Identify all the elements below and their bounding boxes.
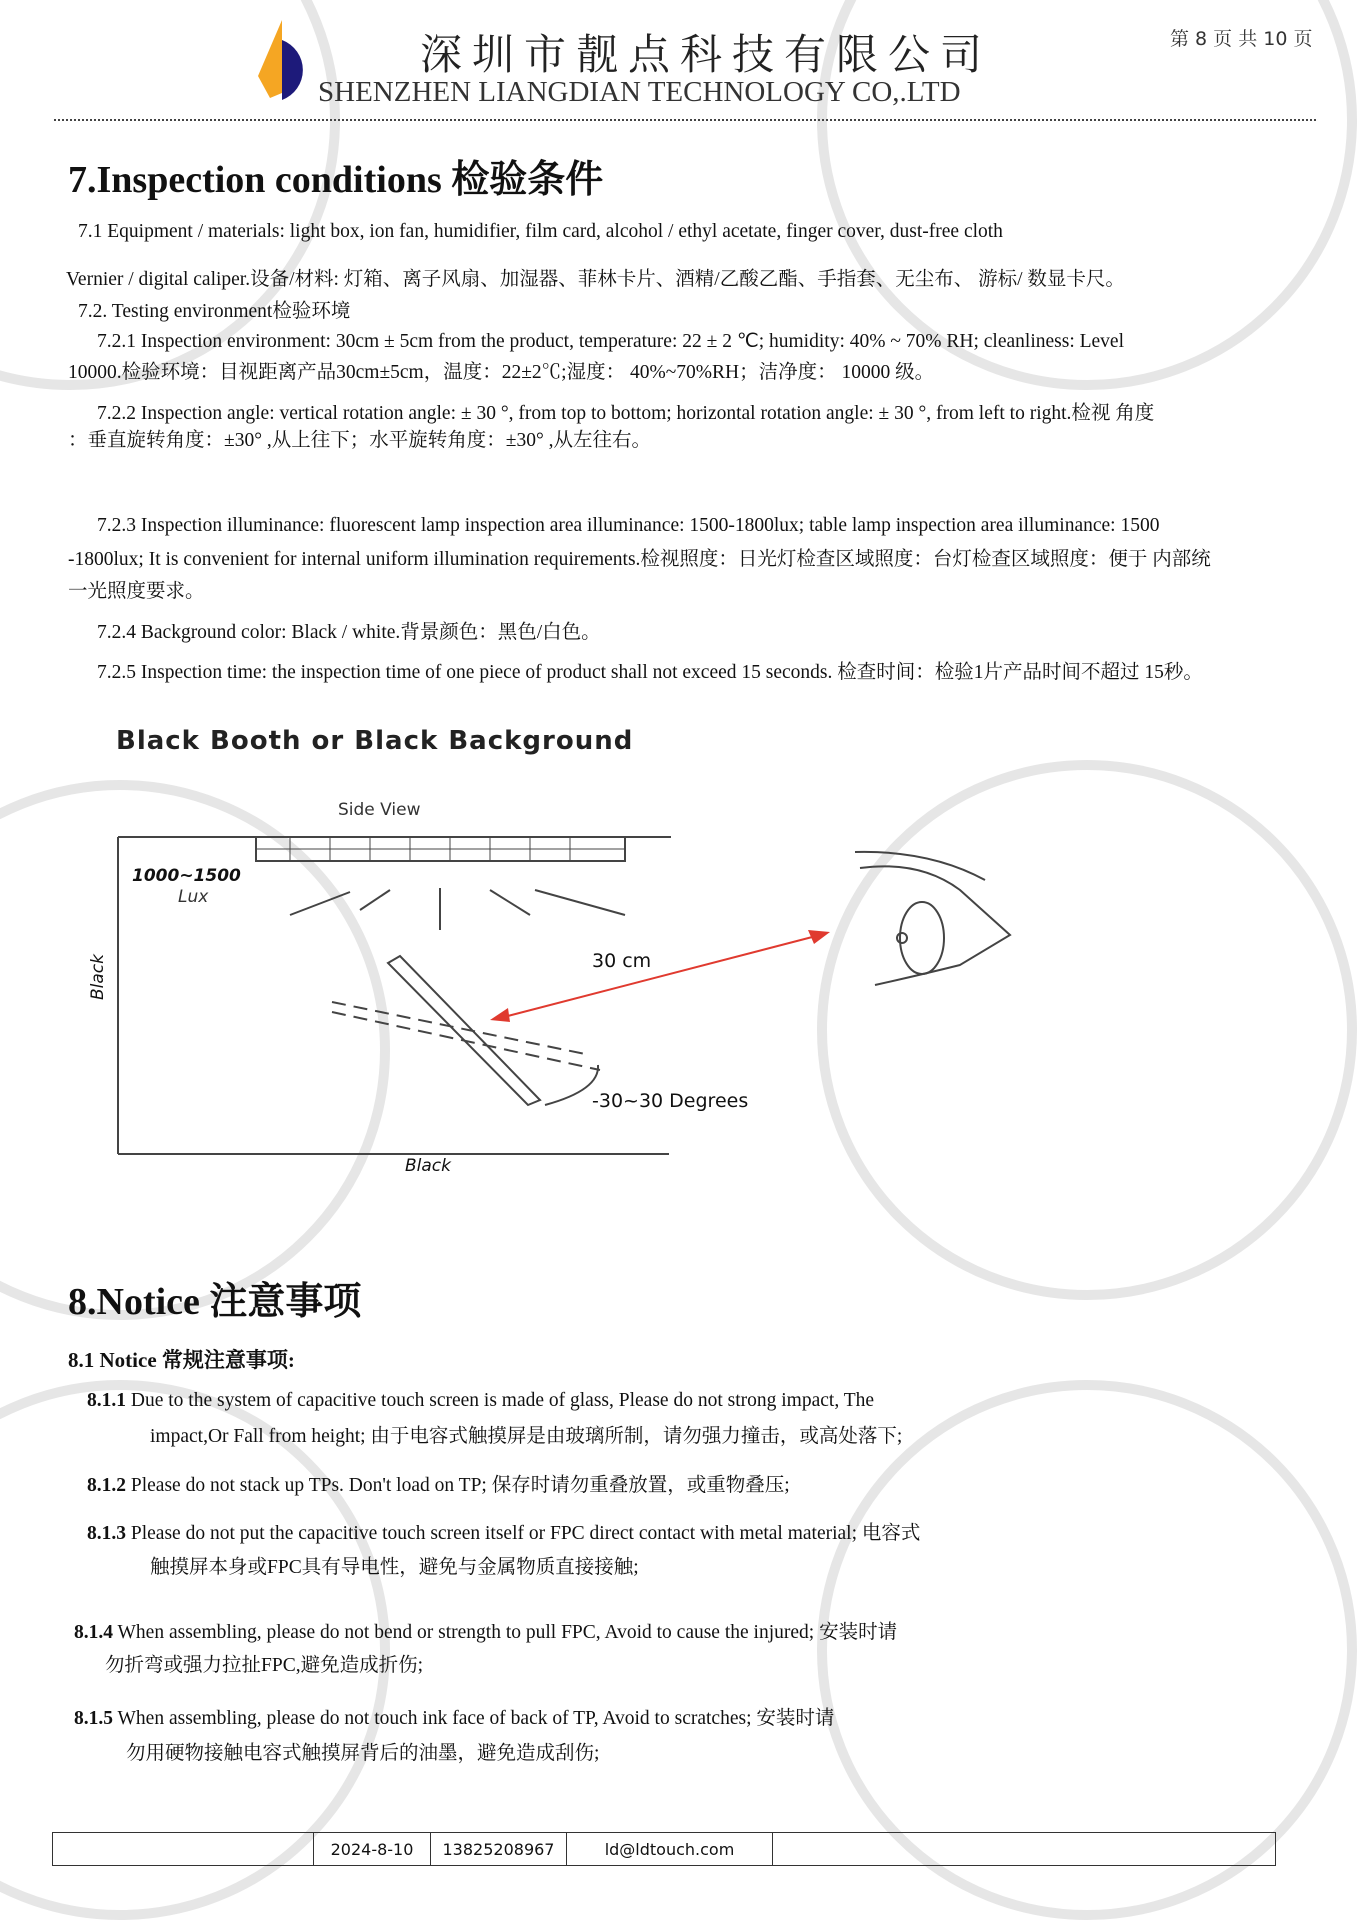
line-7-2-3-cont2: 一光照度要求。 <box>68 581 205 602</box>
line-7-2-1-cont: 10000.检验环境：目视距离产品30cm±5cm，温度：22±2℃;湿度： 40%~70%RH；洁净度： 10000 级。 <box>68 362 935 383</box>
notice-cont: 勿折弯或强力拉扯FPC,避免造成折伤; <box>105 1655 423 1676</box>
notice-item <box>87 1390 874 1412</box>
section-8-1-title: 8.1 Notice 常规注意事项: <box>68 1348 295 1372</box>
notice-cont: impact,Or Fall from height; 由于电容式触摸屏是由玻璃所制，请勿强力撞击，或高处落下; <box>150 1426 903 1447</box>
angle-arc <box>545 1065 598 1105</box>
arrow-head-right <box>808 930 830 944</box>
line-7-2: 7.2. Testing environment检验环境 <box>78 301 351 322</box>
side-view-label: Side View <box>338 800 421 820</box>
distance-arrow <box>500 935 820 1018</box>
footer-phone: 13825208967 <box>431 1833 567 1865</box>
notice-text: Due to the system of capacitive touch screen is made of glass, Please do not strong impact, The <box>130 1390 875 1411</box>
distance-label: 30 cm <box>592 950 652 972</box>
lux-unit: Lux <box>178 887 209 907</box>
angle-lines <box>332 1002 600 1070</box>
line-7-2-3-cont: -1800lux; It is convenient for internal uniform illumination requirements.检视照度：日光灯检查区域照度：台灯检查区域照度：便于 内部统 <box>68 549 1211 570</box>
lux-value: 1000~1500 <box>132 866 241 886</box>
notice-number: 8.1.1 <box>87 1390 126 1411</box>
footer-cell <box>53 1833 314 1865</box>
notice-text: When assembling, please do not touch ink face of back of TP, Avoid to scratches; 安装时请 <box>117 1708 835 1729</box>
notice-text: Please do not put the capacitive touch screen itself or FPC direct contact with metal material; 电容式 <box>130 1523 921 1544</box>
line-7-1-cont: Vernier / digital caliper.设备/材料: 灯箱、离子风扇、加湿器、菲林卡片、酒精/乙酸乙酯、手指套、无尘布、 游标/ 数显卡尺。 <box>66 269 1125 290</box>
notice-item <box>74 1702 834 1730</box>
notice-item <box>87 1469 790 1497</box>
company-name-cn: 深圳市靓点科技有限公司 <box>420 30 993 79</box>
footer-email[interactable]: ld@ldtouch.com <box>567 1833 773 1865</box>
angle-label: -30~30 Degrees <box>592 1090 749 1112</box>
light-rays <box>290 888 625 930</box>
notice-number: 8.1.3 <box>87 1523 126 1544</box>
line-7-1: 7.1 Equipment / materials: light box, ion fan, humidifier, film card, alcohol / ethyl acetate, finger cover, dust-free cloth <box>78 221 1003 242</box>
line-7-2-3: 7.2.3 Inspection illuminance: fluorescent lamp inspection area illuminance: 1500-1800lux; table lamp inspection area illuminance: 1500 <box>97 515 1160 536</box>
line-7-2-4: 7.2.4 Background color: Black / white.背景颜色：黑色/白色。 <box>97 622 601 643</box>
notice-number: 8.1.4 <box>74 1622 113 1643</box>
footer-cell <box>773 1833 1275 1865</box>
section-8-title: 8.Notice 注意事项 <box>68 1281 362 1323</box>
page-indicator: 第 8 页 共 10 页 <box>1170 28 1313 50</box>
diagram-title: Black Booth or Black Background <box>116 726 634 756</box>
notice-cont: 勿用硬物接触电容式触摸屏背后的油墨，避免造成刮伤; <box>126 1743 600 1764</box>
arrow-head-left <box>490 1008 510 1022</box>
line-7-2-5: 7.2.5 Inspection time: the inspection time of one piece of product shall not exceed 15 seconds. 检查时间：检验1片产品时间不超过 15秒。 <box>97 662 1203 683</box>
line-7-2-2-cont: ：垂直旋转角度：±30° ,从上往下；水平旋转角度：±30° ,从左往右。 <box>68 430 652 451</box>
line-7-2-2: 7.2.2 Inspection angle: vertical rotation angle: ± 30 °, from top to bottom; horizontal rotation angle: ± 30 °, from left to right.检视 角度 <box>97 403 1155 424</box>
line-7-2-1: 7.2.1 Inspection environment: 30cm ± 5cm from the product, temperature: 22 ± 2 ℃; humidity: 40% ~ 70% RH; cleanliness: Level <box>97 331 1125 352</box>
company-name-en: SHENZHEN LIANGDIAN TECHNOLOGY CO,.LTD <box>318 76 961 108</box>
notice-text: Please do not stack up TPs. Don't load on TP; 保存时请勿重叠放置，或重物叠压; <box>130 1475 790 1496</box>
section-7-title: 7.Inspection conditions 检验条件 <box>68 159 604 201</box>
footer-date: 2024-8-10 <box>314 1833 431 1865</box>
light-box-grid <box>256 837 625 861</box>
footer-table <box>52 1832 1276 1866</box>
inspection-diagram <box>0 780 1100 1200</box>
notice-number: 8.1.2 <box>87 1475 126 1496</box>
company-logo <box>240 18 330 103</box>
notice-item <box>74 1616 897 1644</box>
header-divider <box>54 119 1316 121</box>
eye-iris <box>897 933 907 943</box>
black-bottom-label: Black <box>405 1156 451 1176</box>
notice-number: 8.1.5 <box>74 1708 113 1729</box>
notice-text: When assembling, please do not bend or strength to pull FPC, Avoid to cause the injured; 安装时请 <box>117 1622 898 1643</box>
notice-cont: 触摸屏本身或FPC具有导电性，避免与金属物质直接接触; <box>150 1557 639 1578</box>
notice-item <box>87 1517 920 1545</box>
product-panel <box>388 956 540 1105</box>
black-left-label: Black <box>88 954 108 1000</box>
